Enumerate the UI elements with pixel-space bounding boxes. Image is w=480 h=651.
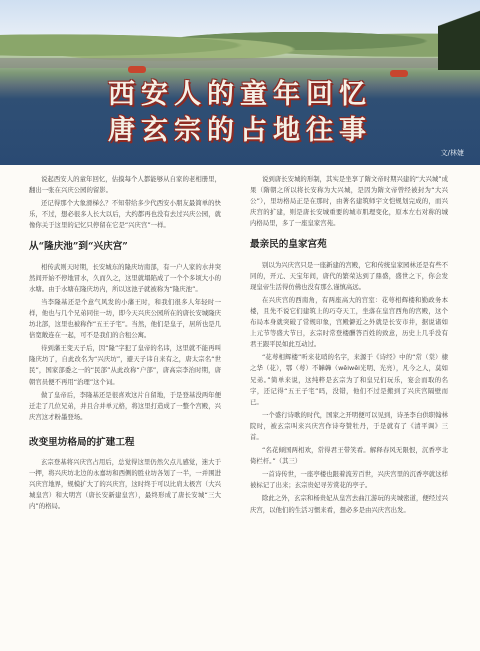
section-heading: 从“隆庆池”到“兴庆宫” bbox=[29, 241, 128, 253]
paragraph: “花萼相辉楼”听来花哨的名字，来源于《诗经》中的“常（棠）棣之华（花），鄂（萼）不韡韡（wěiwěi光明、光亮），凡今之人，莫如兄弟。”简单来说，这纯粹是玄宗为了和皇兄们玩乐，宴会而取的名字，还记得“五王子宅”吗，没错，他们不过是搬到了兴庆宫隔壁而已。 bbox=[250, 353, 448, 406]
foreground-tree bbox=[438, 0, 480, 70]
paragraph: 一首诗传世，一座亭楼也跟着流芳百世，兴庆宫里的沉香亭就这样被标记了出来；玄宗贵妃寻芳赏花的亭子。 bbox=[250, 470, 448, 490]
paragraph: 说到唐长安城的形制，其实是坐享了隋文帝时期兴建的“大兴城”成果（隋朝之所以将长安称为大兴城，是因为隋文帝曾经被封为“大兴公”），里坊格局正是在那时，由著名建筑师宇文恺规划完成的，而兴庆宫的扩建，则是唐长安城重要的城市肌理变化，原本左右对称的城内格局里，多了一座皇家宫苑。 bbox=[250, 175, 448, 228]
paragraph: 待到藩王变天子后，因“隆”字犯了皇帝的名讳，这里就不能再叫隆庆坊了，自此改名为“兴庆坊”，避天子讳自来有之，唐太宗名“世民”，国家部委之一的“民部”从此改称“户部”，唐高宗李治时期，唐朝官员便不再用“治理”这个词。 bbox=[29, 344, 221, 386]
tree-line bbox=[0, 20, 480, 62]
section-heading: 改变里坊格局的扩建工程 bbox=[29, 436, 135, 448]
left-column bbox=[29, 174, 221, 514]
section-heading: 最亲民的皇家宫苑 bbox=[250, 239, 327, 251]
paragraph: 玄宗登基将兴庆宫占用后，总觉得这里仍然欠点儿感觉，迷大于一押，将兴庆坊北边的永嘉坊和西侧的胜业坊各划了一半，一并围进兴庆宫地界，规模扩大了的兴庆宫，这时终于可以比肩太极宫（大兴城皇宫）和大明宫（唐长安新建皇宫），最终形成了唐长安城“三大内”的格局。 bbox=[29, 457, 221, 511]
paragraph: “名花倾国两相欢，常得君王带笑看。解释春风无限恨，沉香亭北倚栏杆。”（其三） bbox=[250, 446, 448, 466]
paragraph: 一个盛行诗歌的时代，国家之开明便可以见到，诗圣李白供职翰林院时，被玄宗叫来兴庆宫作诗夸赞牡丹，于是就有了《清平调》三首。 bbox=[250, 410, 448, 441]
paragraph: 做了皇帝后，李隆基还是很喜欢这片自留地，于是登基没两年便迁走了几位兄弟，并且合并单元格，将这里打造成了一整个宫殿，兴庆宫这才粉墨登场。 bbox=[29, 390, 221, 421]
paragraph: 相传武则天时期，长安城东的隆庆坊南部，有一户人家的水井突然间开始不停地冒水，久而久之，这里就塌陷成了一个个多顷大小的水塘。由于水塘在隆庆坊内，所以这池子就被称为“隆庆池”。 bbox=[29, 262, 221, 293]
paragraph: 在兴庆宫的西南角，有两座高大的宫室：花萼相辉楼和勤政务本楼，且先不说它们建筑上的巧夺天工，坐落在皇宫西角的宫殿，这个布局本身就突破了常规印象，宫殿僻近之外就是长安市井，据说诸如上元节等盛大节日，玄宗时常登楼酬答百姓的致意，历史上几乎没有君王跟平民如此互动过。 bbox=[250, 295, 448, 349]
paragraph: 除此之外，玄宗和杨贵妃从皇宫去曲江游玩的夹城密道，便经过兴庆宫，以他们的生活习惯来看，想必多是由兴庆宫出发。 bbox=[250, 494, 448, 514]
shoreline bbox=[0, 58, 480, 68]
paragraph: 别以为兴庆宫只是一座新建的宫殿，它和传统皇家园林还是有些不同的，开元、天宝年间，唐代的繁荣达到了鼎盛，盛世之下，你会发现皇帝生活得仿佛也没有那么谨慎高远。 bbox=[250, 260, 448, 291]
right-column bbox=[250, 174, 448, 518]
paragraph: 还记得那个大象滑梯么？不知带给多少代西安小朋友最简单的快乐，不过，想必很多人长大以后，大约都再也没有去过兴庆公园，就像你关于这里的记忆只停留在它是“兴庆宫”一样。 bbox=[29, 199, 221, 230]
article-title-line2: 唐玄宗的占地往事 bbox=[108, 115, 372, 146]
paragraph: 说起西安人的童年回忆，估摸每个人都能够从自家的老相册里，翻出一张在兴庆公园的留影。 bbox=[29, 175, 221, 195]
article-title-line1: 西安人的童年回忆 bbox=[108, 79, 372, 110]
paragraph: 当李隆基还是个意气风发的小藩王时，和我们很多人年轻时一样，他也与几个兄弟同住一坊，即今天兴庆公园所在的唐长安城隆庆坊北部，这里也被称作“五王子宅”。当然，他们是皇子，居所也是几倍宽敞连在一起，可不是我们的合租公寓。 bbox=[29, 297, 221, 340]
hero-photo-lake bbox=[0, 0, 480, 165]
author-byline: 文/林婕 bbox=[440, 149, 464, 157]
